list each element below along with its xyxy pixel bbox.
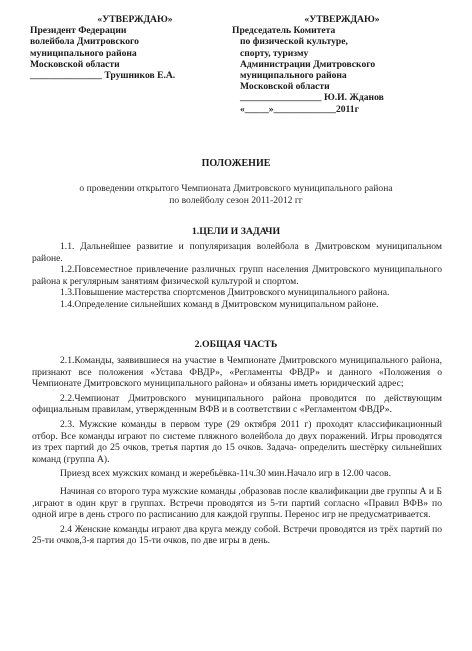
- section-1-heading: 1.ЦЕЛИ И ЗАДАЧИ: [191, 226, 281, 237]
- approval-right-signature: _________________ Ю.И. Жданов: [240, 92, 384, 104]
- approval-right-date: «_____»_____________2011г: [240, 103, 359, 115]
- approval-left-line-1: Президент Федерации: [30, 25, 127, 37]
- section-1-paragraph-2: 1.2.Повсеместное привлечение различных групп населения Дмитровского муниципального района к регулярным занятиям физической культурой и спортом.: [32, 264, 442, 287]
- section-1-body: [32, 241, 442, 311]
- approval-left-line-4: Московской области: [30, 58, 120, 70]
- approval-left-line-3: муниципального района: [30, 47, 137, 59]
- approval-left-signature: _______________ Трушников Е.А.: [30, 70, 176, 82]
- section-2-paragraph-5: Начиная со второго тура мужские команды ,образовав после квалификации две группы А и Б ,играют в один круг в группах. Встречи проводятся из 5-ти партий согласно «Правил ВФВ» по одной игре в день строго по расписанию для каждой группы. Перенос игр не предусматривается.: [32, 485, 442, 521]
- section-1-paragraph-4: 1.4.Определение сильнейших команд в Дмитровском муниципальном районе.: [60, 298, 379, 310]
- document-subtitle-line-1: о проведении открытого Чемпионата Дмитровского муниципального района: [79, 183, 393, 194]
- section-1-paragraph-3: 1.3.Повышение мастерства спортсменов Дмитровского муниципального района.: [60, 287, 390, 299]
- approval-right-line-2: по физической культуре,: [240, 36, 348, 48]
- approval-right-line-4: Администрации Дмитровского: [240, 58, 376, 70]
- section-2-paragraph-4: Приезд всех мужских команд и жеребьёвка-11ч.30 мин.Начало игр в 12.00 часов.: [60, 468, 391, 480]
- document-subtitle-line-2: по волейболу сезон 2011-2012 гг: [169, 194, 303, 206]
- approval-right-line-6: Московской области: [240, 81, 330, 93]
- document-title: ПОЛОЖЕНИЕ: [201, 158, 271, 169]
- document-subtitle: [30, 183, 442, 206]
- approval-right-line-3: спорту, туризму: [240, 47, 309, 59]
- section-2-body: [32, 355, 442, 547]
- section-2-paragraph-2: 2.2.Чемпионат Дмитровского муниципального района проводится по действующим официальным правилам, утвержденным ВФВ и в соответствии с «Регламентом ФВДР».: [32, 392, 442, 416]
- section-2-heading: 2.ОБЩАЯ ЧАСТЬ: [194, 339, 278, 350]
- approval-block-right: [232, 14, 452, 115]
- approval-right-header: «УТВЕРЖДАЮ»: [304, 14, 380, 25]
- approval-block-left: [30, 14, 240, 81]
- approval-right-line-1: Председатель Комитета: [232, 25, 336, 37]
- section-1-paragraph-1: 1.1. Дальнейшее развитие и популяризация волейбола в Дмитровском муниципальном районе.: [32, 241, 442, 264]
- approval-left-line-2: волейбола Дмитровского: [30, 36, 139, 48]
- section-2-paragraph-6: 2.4 Женские команды играют два круга между собой. Встречи проводятся из трёх партий по 25-ти очков,3-я партия до 15-ти очков, по две игры в день.: [32, 523, 442, 547]
- approval-right-line-5: муниципального района: [240, 70, 347, 82]
- section-2-paragraph-3: 2.3. Мужские команды в первом туре (29 октября 2011 г) проходят классификационный отбор. Все команды играют по системе пляжного волейбола до двух поражений. Игры проводятся из трех партий до 25 очков, третья партия до 15 очков. Задача- определить шестёрку сильнейших команд (группа А).: [32, 418, 442, 465]
- section-2-paragraph-1: 2.1.Команды, заявившиеся на участие в Чемпионате Дмитровского муниципального района, признают все положения «Устава ФВДР», «Регламенты ФВДР» и данного «Положения о Чемпионате Дмитровского муниципального района» и обязаны иметь юридический адрес;: [32, 355, 442, 390]
- approval-left-header: «УТВЕРЖДАЮ»: [97, 14, 173, 25]
